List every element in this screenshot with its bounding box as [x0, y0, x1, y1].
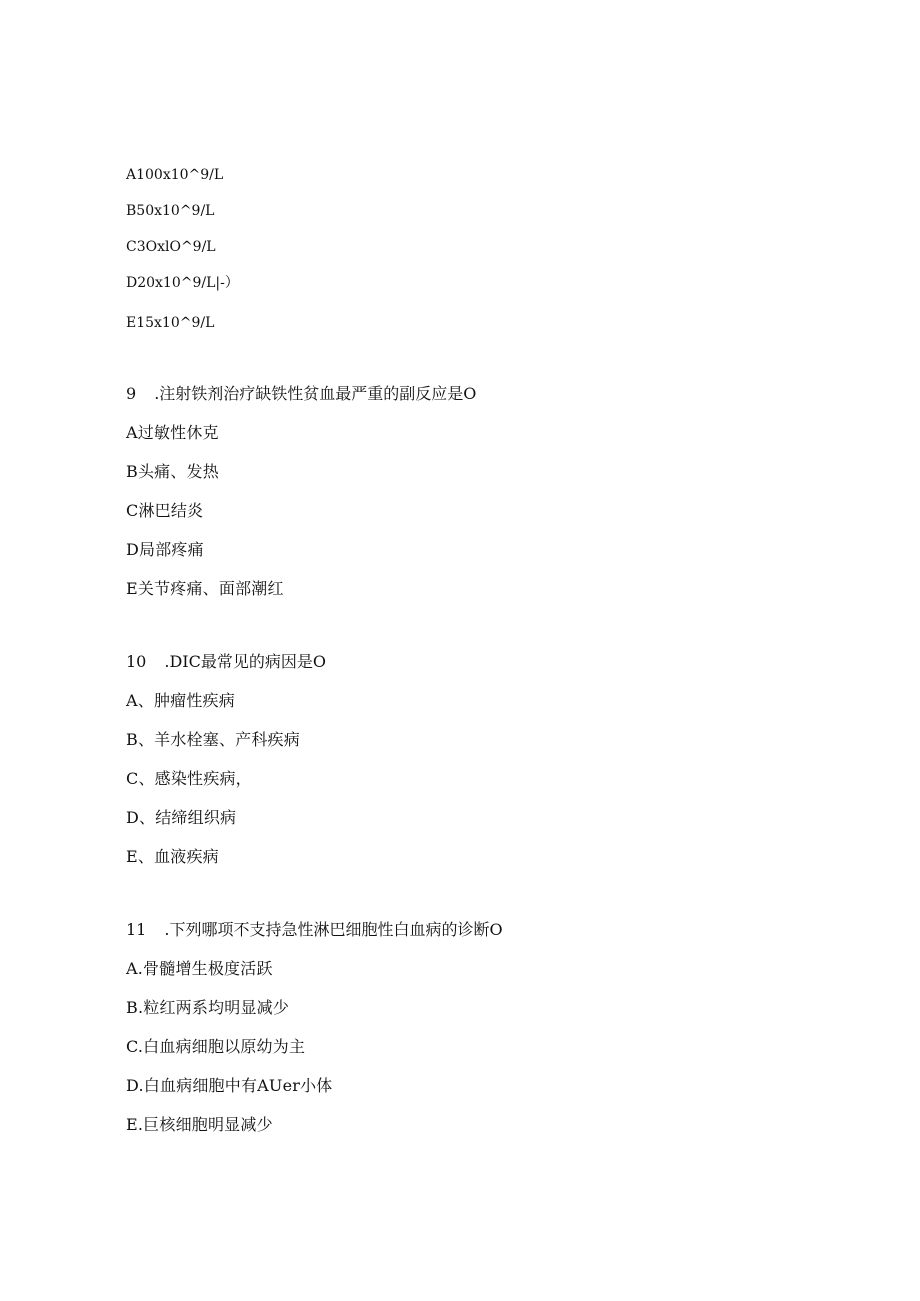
question-11-option-b: B.粒红两系均明显减少 [126, 998, 290, 1017]
question-10-option-e: E、血液疾病 [126, 847, 219, 866]
question-10-text: .DIC最常见的病因是O [164, 652, 326, 671]
option-c: C3OxlO^9/L [126, 239, 216, 255]
question-9-option-e: E关节疼痛、面部潮红 [126, 579, 284, 598]
question-11-option-c: C.白血病细胞以原幼为主 [126, 1037, 306, 1056]
question-11-option-a: A.骨髓增生极度活跃 [126, 959, 273, 978]
option-e: E15x10^9/L [126, 315, 215, 331]
question-10-option-c: C、感染性疾病， [126, 769, 252, 788]
question-10-option-a: A、肿瘤性疾病 [126, 691, 235, 710]
question-10-option-b: B、羊水栓塞、产科疾病 [126, 730, 300, 749]
question-9-option-b: B头痛、发热 [126, 462, 219, 481]
question-10-title [126, 652, 326, 672]
question-9-number: 9 [126, 384, 137, 403]
question-9-option-d: D局部疼痛 [126, 540, 204, 559]
question-10-number: 10 [126, 652, 147, 671]
question-11-title [126, 920, 503, 940]
question-11-text: .下列哪项不支持急性淋巴细胞性白血病的诊断O [164, 920, 503, 939]
option-b: B50x10^9/L [126, 203, 215, 219]
question-9-option-c: C淋巴结炎 [126, 501, 204, 520]
question-9-option-a: A过敏性休克 [126, 423, 219, 442]
question-11-number: 11 [126, 920, 147, 939]
option-d: D20x10^9/L|-） [126, 275, 239, 291]
question-11-option-e: E.巨核细胞明显减少 [126, 1115, 273, 1134]
question-9-text: .注射铁剂治疗缺铁性贫血最严重的副反应是O [154, 384, 477, 403]
question-9-title [126, 384, 476, 404]
option-a: A100x10^9/L [126, 167, 224, 183]
question-11-option-d: D.白血病细胞中有AUer小体 [126, 1076, 333, 1095]
question-10-option-d: D、结缔组织病 [126, 808, 237, 827]
